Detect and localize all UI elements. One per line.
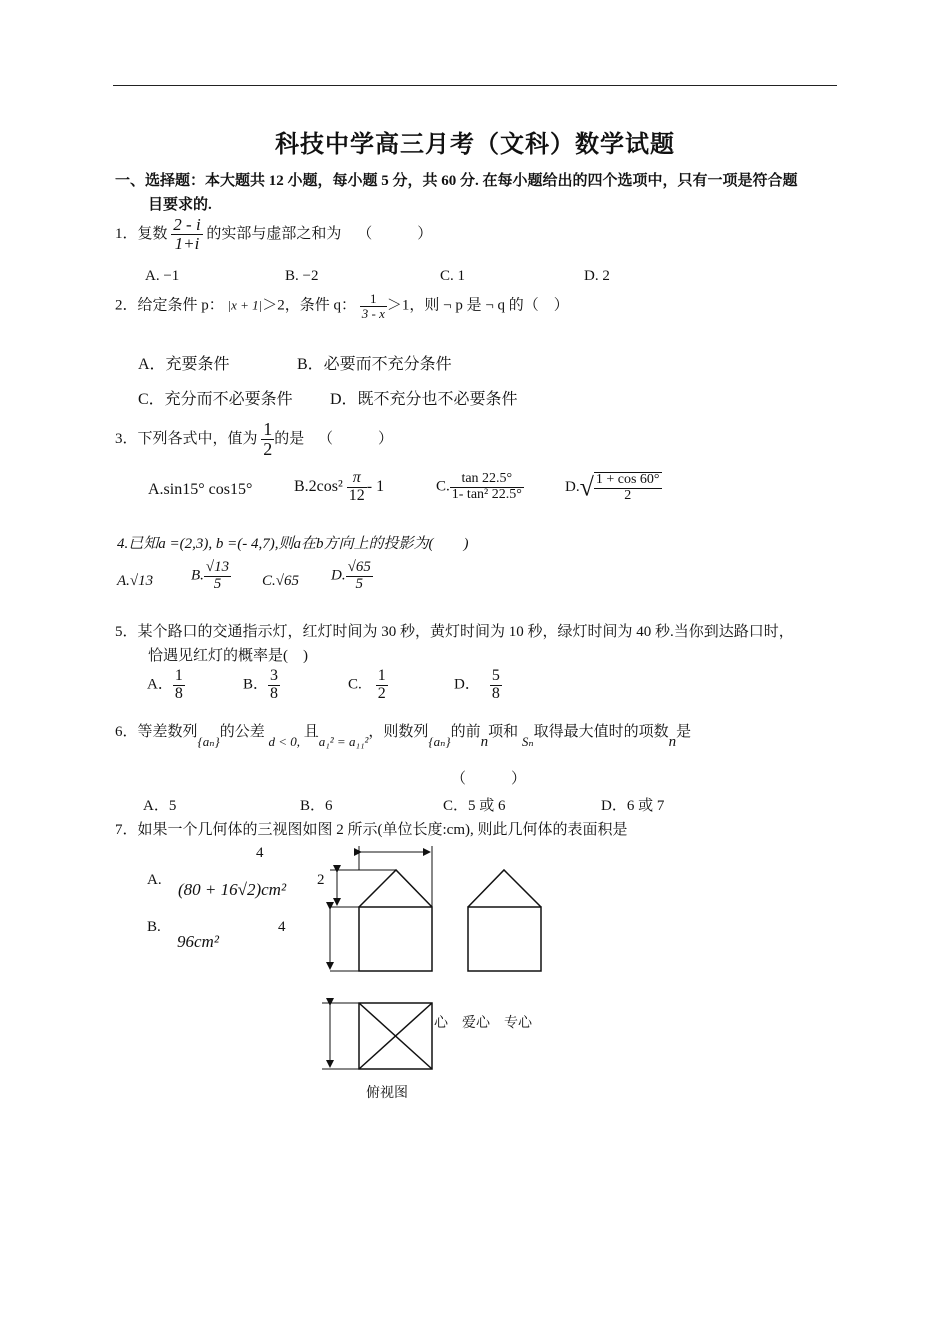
question-4: 4.已知a =(2,3), b =(- 4,7),则a在b方向上的投影为( ) (117, 536, 469, 552)
overlay-text: 心 爱心 专心 (434, 1016, 532, 1031)
q2-option-a: A．充要条件 (138, 356, 230, 373)
q4-option-b: B. $\frac{√13}{5}$ (191, 559, 230, 592)
q2-option-c: C．充分而不必要条件 (138, 391, 293, 408)
q7-option-a: A. (147, 872, 162, 888)
dimension-label-width: 4 (256, 845, 264, 861)
page-title: 科技中学高三月考（文科）数学试题 (275, 132, 675, 158)
q1-option-c: C. 1 (440, 268, 466, 284)
section-heading-cont: 目要求的. (148, 197, 212, 213)
q4-option-a: A.√13 (117, 573, 154, 589)
front-view (359, 870, 432, 971)
question-6: 6．等差数列{aₙ}的公差 d < 0, 且a₁² = a₁₁²，则数列{aₙ}的前n项和 Sₙ取得最大值时的项数n是 (115, 724, 692, 750)
q5-option-c: C. $\frac{1}{2}$ (348, 667, 386, 702)
q2-option-b: B．必要而不充分条件 (297, 356, 452, 373)
question-7: 7．如果一个几何体的三视图如图 2 所示(单位长度:cm), 则此几何体的表面积是 (115, 822, 628, 838)
q3-fraction: $\frac{1}{2}$ (263, 419, 273, 459)
q3-option-c: C. $\frac{\tan 22.5^\circ}{\text{1- tan² 22.5°}}$ (436, 471, 522, 502)
question-5-cont: 恰遇见红灯的概率是( ) (148, 648, 308, 664)
q3-option-b: B.2cos² $\frac{\pi}{12}$ - 1 (294, 469, 385, 504)
q5-option-a: A． $\frac{1}{8}$ (147, 667, 183, 702)
q7-option-a-expr: (80 + 16√2)cm² (178, 880, 287, 899)
q5-option-b: B． $\frac{3}{8}$ (243, 667, 279, 702)
q2-fraction: $\frac{1}{3 - x}$ (361, 291, 385, 321)
side-view (468, 870, 541, 971)
q5-option-d: D． $\frac{5}{8}$ (454, 667, 500, 702)
question-2: 2．给定条件 p： |x + 1|＞2，条件 q： $\frac{1}{3 - x}$ ＞1，则 ¬ p 是 ¬ q 的（ ） (115, 291, 569, 321)
top-view-label: 俯视图 (366, 1086, 408, 1101)
q3-option-d: D.√ $\frac{1 + \cos 60^\circ}{2}$ (565, 472, 660, 503)
q7-option-b-expr: 96cm² (177, 932, 219, 951)
dimension-label-roof: 2 (317, 872, 325, 888)
q4-option-d: D. $\frac{√65}{5}$ (331, 559, 371, 592)
section-heading: 一、选择题：本大题共 12 小题，每小题 5 分，共 60 分. 在每小题给出的四个选项中，只有一项是符合题 (115, 173, 798, 189)
q1-fraction: $\frac{2 - i}{1+i}$ (173, 215, 201, 253)
q6-option-b: B．6 (300, 798, 333, 814)
dimension-label-height: 4 (278, 919, 286, 935)
q6-option-d: D．6 或 7 (601, 798, 665, 814)
question-1: 1．复数 $\frac{2 - i}{1+i}$ 的实部与虚部之和为 （ ） (115, 215, 433, 253)
q1-option-a: A. −1 (145, 268, 180, 284)
q2-option-d: D．既不充分也不必要条件 (330, 391, 518, 408)
q6-option-a: A．5 (143, 798, 177, 814)
top-view (359, 1003, 432, 1069)
q1-option-b: B. −2 (285, 268, 319, 284)
q4-option-c: C.√65 (262, 573, 299, 589)
q6-option-c: C．5 或 6 (443, 798, 506, 814)
question-3: 3．下列各式中，值为 $\frac{1}{2}$ 的是 （ ） (115, 419, 394, 459)
dimension-lines (322, 846, 432, 1069)
question-5: 5．某个路口的交通指示灯，红灯时间为 30 秒，黄灯时间为 10 秒，绿灯时间为 40 秒.当你到达路口时， (115, 624, 794, 640)
q6-paren: （ ） (451, 771, 527, 787)
q1-option-d: D. 2 (584, 268, 610, 284)
q3-option-a: A.sin15° cos15° (148, 481, 253, 498)
q7-option-b: B. (147, 919, 161, 935)
